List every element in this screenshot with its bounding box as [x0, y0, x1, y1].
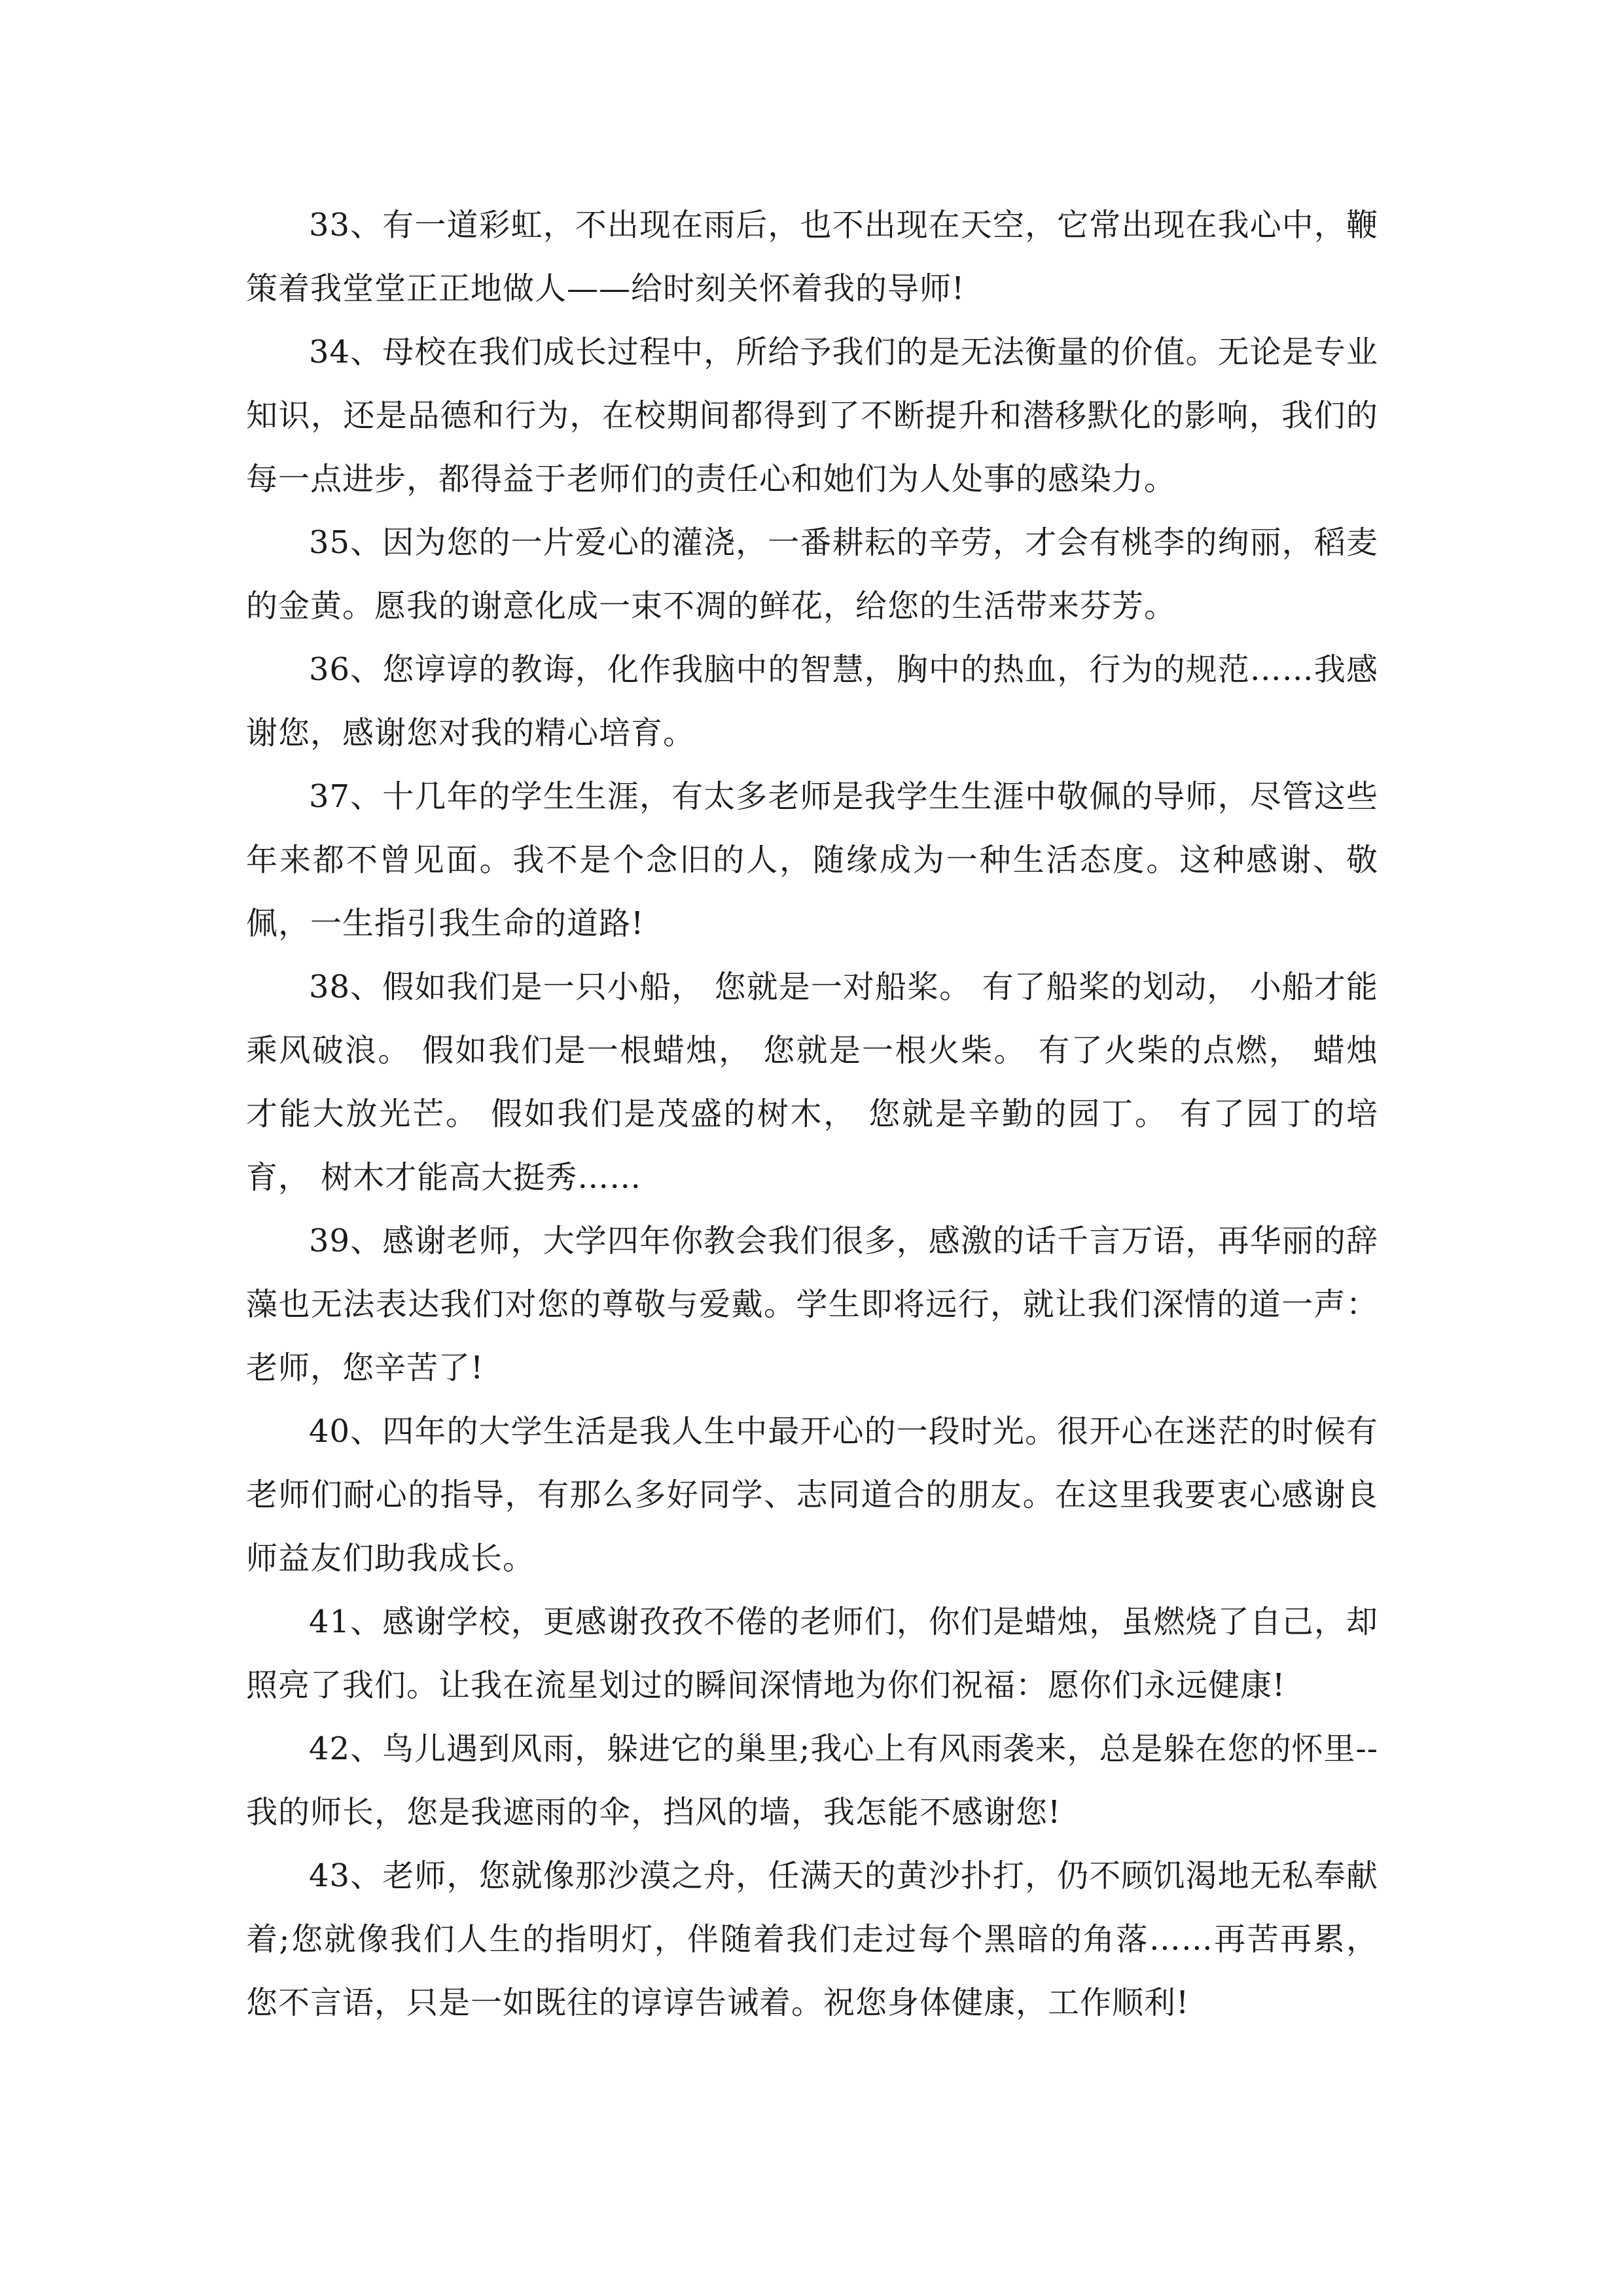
document-body: [246, 194, 1378, 2035]
paragraph-41: 41、感谢学校，更感谢孜孜不倦的老师们，你们是蜡烛，虽燃烧了自己，却照亮了我们。让我在流星划过的瞬间深情地为你们祝福：愿你们永远健康!: [246, 1604, 1378, 1704]
paragraph-34: 34、母校在我们成长过程中，所给予我们的是无法衡量的价值。无论是专业知识，还是品德和行为，在校期间都得到了不断提升和潜移默化的影响，我们的每一点进步，都得益于老师们的责任心和她们为人处事的感染力。: [246, 334, 1378, 497]
paragraph-38: 38、假如我们是一只小船， 您就是一对船桨。 有了船桨的划动， 小船才能乘风破浪。 假如我们是一根蜡烛， 您就是一根火柴。 有了火柴的点燃， 蜡烛才能大放光芒。 假如我们是茂盛的树木， 您就是辛勤的园丁。 有了园丁的培育， 树木才能高大挺秀……: [246, 969, 1378, 1196]
paragraph-35: 35、因为您的一片爱心的灌浇，一番耕耘的辛劳，才会有桃李的绚丽，稻麦的金黄。愿我的谢意化成一束不凋的鲜花，给您的生活带来芬芳。: [246, 524, 1378, 624]
paragraph-36: 36、您谆谆的教诲，化作我脑中的智慧，胸中的热血，行为的规范……我感谢您，感谢您对我的精心培育。: [246, 651, 1378, 751]
paragraph-43: 43、老师，您就像那沙漠之舟，任满天的黄沙扑打，仍不顾饥渴地无私奉献着;您就像我们人生的指明灯，伴随着我们走过每个黑暗的角落……再苦再累，您不言语，只是一如既往的谆谆告诫着。祝您身体健康，工作顺利!: [246, 1857, 1378, 2021]
paragraph-33: 33、有一道彩虹，不出现在雨后，也不出现在天空，它常出现在我心中，鞭策着我堂堂正正地做人——给时刻关怀着我的导师!: [246, 207, 1378, 307]
paragraph-39: 39、感谢老师，大学四年你教会我们很多，感激的话千言万语，再华丽的辞藻也无法表达我们对您的尊敬与爱戴。学生即将远行，就让我们深情的道一声：老师，您辛苦了!: [246, 1223, 1378, 1386]
paragraph-42: 42、鸟儿遇到风雨，躲进它的巢里;我心上有风雨袭来，总是躲在您的怀里--我的师长，您是我遮雨的伞，挡风的墙，我怎能不感谢您!: [246, 1731, 1378, 1831]
paragraph-37: 37、十几年的学生生涯，有太多老师是我学生生涯中敬佩的导师，尽管这些年来都不曾见面。我不是个念旧的人，随缘成为一种生活态度。这种感谢、敬佩，一生指引我生命的道路!: [246, 778, 1378, 942]
paragraph-40: 40、四年的大学生活是我人生中最开心的一段时光。很开心在迷茫的时候有老师们耐心的指导，有那么多好同学、志同道合的朋友。在这里我要衷心感谢良师益友们助我成长。: [246, 1413, 1378, 1577]
